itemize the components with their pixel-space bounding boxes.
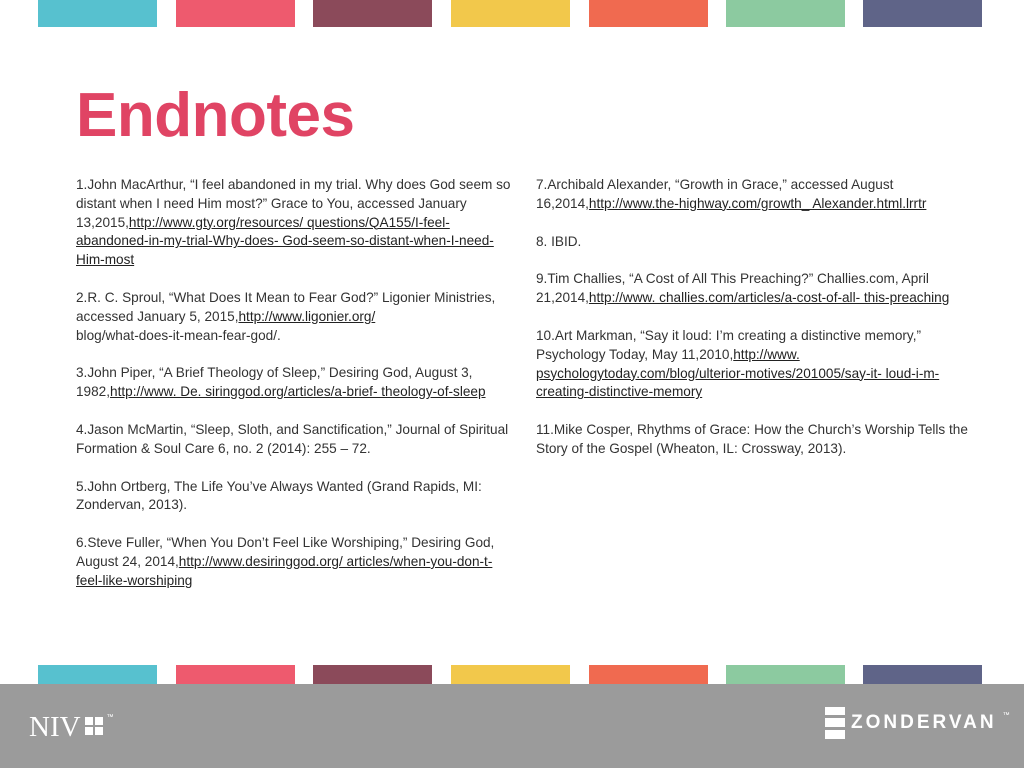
endnote-item (536, 270, 976, 308)
endnote-link[interactable]: http://www.the-highway.com/growth_ Alexander.html.lrrtr (588, 195, 927, 211)
stripe-segment (313, 665, 432, 684)
endnote-link[interactable]: http://www. psychologytoday.com/blog/ulterior-motives/201005/say-it- loud-i-m-creating-distinctive-memory (536, 346, 940, 400)
stripe-segment (176, 0, 295, 27)
endnote-text: 6.Steve Fuller, “When You Don’t Feel Like Worshiping,” Desiring God, August 24, 2014, (76, 535, 495, 569)
stripe-segment (313, 0, 432, 27)
endnote-link[interactable]: http://www. challies.com/articles/a-cost-of-all- this-preaching (588, 290, 950, 306)
endnote-text: 1.John MacArthur, “I feel abandoned in my trial. Why does God seem so distant when I need Him most?” Grace to You, accessed January 13,2015, (76, 177, 511, 230)
endnote-item (536, 421, 976, 459)
endnote-text: 5.John Ortberg, The Life You’ve Always Wanted (Grand Rapids, MI: Zondervan, 2013). (76, 478, 482, 513)
endnote-link[interactable]: http://www.gty.org/resources/ questions/QA155/I-feel-abandoned-in-my-trial-Why-does- God-seem-so-distant-when-I-need-Him-most (76, 214, 494, 268)
zondervan-logo (825, 706, 1010, 740)
stripe-segment (863, 665, 982, 684)
stripe-segment (726, 0, 845, 27)
endnote-text: 10.Art Markman, “Say it loud: I’m creating a distinctive memory,” Psychology Today, May 11,2010, (536, 327, 922, 362)
endnote-item (536, 233, 976, 252)
stripe-segment (589, 0, 708, 27)
stripe-segment (589, 665, 708, 684)
endnote-text: 11.Mike Cosper, Rhythms of Grace: How the Church’s Worship Tells the Story of the Gospel (Wheaton, IL: Crossway, 2013). (536, 422, 968, 456)
endnote-text-tail: blog/what-does-it-mean-fear-god/. (76, 327, 281, 343)
niv-logo-text: NIV (29, 710, 81, 743)
endnotes-right-column (536, 176, 976, 478)
endnote-text: 8. IBID. (536, 233, 582, 249)
zondervan-logo-text: ZONDERVAN (851, 712, 997, 733)
endnote-text: 2.R. C. Sproul, “What Does It Mean to Fear God?” Ligonier Ministries, accessed January 5, 2015, (76, 289, 496, 324)
endnote-item (76, 421, 516, 459)
slide-title: Endnotes (76, 81, 355, 150)
endnote-item (76, 176, 516, 270)
niv-trademark: ™ (106, 714, 114, 721)
endnote-text: 4.Jason McMartin, “Sleep, Sloth, and Sanctification,” Journal of Spiritual Formation & Soul Care 6, no. 2 (2014): 255 – 72. (76, 421, 509, 456)
endnote-text: 9.Tim Challies, “A Cost of All This Preaching?” Challies.com, April 21,2014, (536, 271, 929, 306)
zondervan-book-icon (825, 707, 845, 739)
bottom-color-stripe (0, 665, 1024, 684)
endnote-item (76, 478, 516, 516)
stripe-segment (726, 665, 845, 684)
endnote-item (76, 534, 516, 590)
endnote-item (536, 327, 976, 402)
endnote-link[interactable]: http://www.desiringgod.org/ articles/when-you-don-t-feel-like-worshiping (76, 553, 493, 588)
endnote-link[interactable]: http://www.ligonier.org/ (238, 308, 376, 324)
endnote-item (76, 289, 516, 345)
endnote-item (536, 176, 976, 214)
top-color-stripe (0, 0, 1024, 27)
stripe-segment (176, 665, 295, 684)
endnote-text: 3.John Piper, “A Brief Theology of Sleep,” Desiring God, August 3, 1982, (76, 365, 473, 400)
stripe-segment (863, 0, 982, 27)
endnote-text: 7.Archibald Alexander, “Growth in Grace,” accessed August 16,2014, (536, 177, 894, 211)
niv-logo (29, 712, 114, 742)
zondervan-trademark: ™ (1002, 712, 1010, 719)
stripe-segment (451, 665, 570, 684)
niv-cross-icon (85, 717, 103, 735)
stripe-segment (38, 0, 157, 27)
endnote-item (76, 364, 516, 402)
stripe-segment (451, 0, 570, 27)
endnote-link[interactable]: http://www. De. siringgod.org/articles/a-brief- theology-of-sleep (110, 384, 486, 400)
endnotes-left-column (76, 176, 516, 610)
stripe-segment (38, 665, 157, 684)
